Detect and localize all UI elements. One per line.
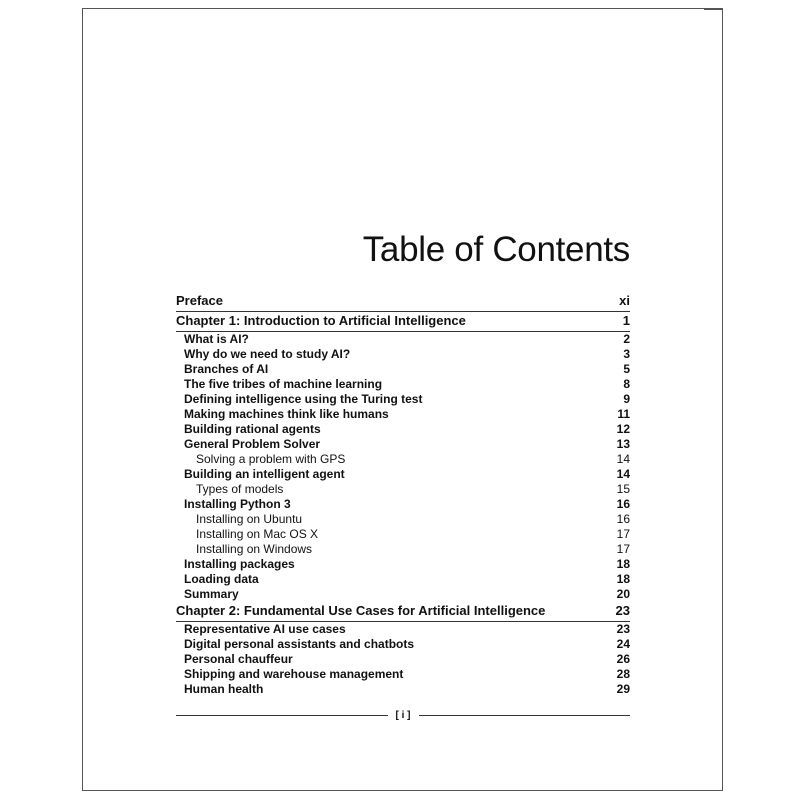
toc-entry[interactable] bbox=[176, 667, 630, 682]
toc-entry[interactable] bbox=[176, 452, 630, 467]
toc-entry[interactable] bbox=[176, 292, 630, 312]
toc-entry[interactable] bbox=[176, 602, 630, 622]
toc-entry-title: Why do we need to study AI? bbox=[184, 347, 351, 361]
toc-entry-title: Installing packages bbox=[184, 557, 295, 571]
toc-entry-title: Summary bbox=[184, 587, 239, 601]
toc-entry[interactable] bbox=[176, 682, 630, 697]
toc-entry-page: 18 bbox=[616, 572, 630, 586]
toc-entry-page: 17 bbox=[616, 542, 630, 556]
toc-entry[interactable] bbox=[176, 542, 630, 557]
footer-rule-right bbox=[419, 715, 631, 716]
toc-entry-page: 26 bbox=[616, 652, 630, 666]
toc-entry[interactable] bbox=[176, 362, 630, 377]
toc-entry-title: Installing on Mac OS X bbox=[196, 527, 319, 541]
toc-entry-title: Digital personal assistants and chatbots bbox=[184, 637, 415, 651]
toc-entry-page: 14 bbox=[616, 467, 630, 481]
toc-entry-title: Chapter 2: Fundamental Use Cases for Artificial Intelligence bbox=[176, 603, 546, 618]
toc-entry-page: 16 bbox=[616, 497, 630, 511]
toc-entry[interactable] bbox=[176, 407, 630, 422]
page-corner-mark bbox=[704, 8, 722, 10]
toc-entry-page: 23 bbox=[616, 622, 630, 636]
toc-entry-title: Chapter 1: Introduction to Artificial Intelligence bbox=[176, 313, 466, 328]
toc-entry[interactable] bbox=[176, 467, 630, 482]
toc-entry[interactable] bbox=[176, 377, 630, 392]
toc-entry[interactable] bbox=[176, 347, 630, 362]
toc-entry-page: 2 bbox=[623, 332, 630, 346]
page-footer bbox=[176, 707, 630, 723]
toc-entry-title: Types of models bbox=[196, 482, 284, 496]
toc-entry[interactable] bbox=[176, 587, 630, 602]
toc-entry-title: Building rational agents bbox=[184, 422, 321, 436]
toc-entry-page: 17 bbox=[616, 527, 630, 541]
toc-entry[interactable] bbox=[176, 557, 630, 572]
toc-entry[interactable] bbox=[176, 392, 630, 407]
toc-entry-page: 18 bbox=[616, 557, 630, 571]
toc-entry[interactable] bbox=[176, 422, 630, 437]
toc-entry-title: Branches of AI bbox=[184, 362, 269, 376]
toc-entry[interactable] bbox=[176, 622, 630, 637]
toc-entry[interactable] bbox=[176, 637, 630, 652]
toc-entry-page: 24 bbox=[616, 637, 630, 651]
toc-entry-title: Personal chauffeur bbox=[184, 652, 293, 666]
toc-entry[interactable] bbox=[176, 437, 630, 452]
toc-entry[interactable] bbox=[176, 572, 630, 587]
page-title: Table of Contents bbox=[362, 230, 630, 269]
toc-entry-page: 23 bbox=[615, 603, 630, 618]
toc-entry-page: 3 bbox=[623, 347, 630, 361]
toc-entry-page: 15 bbox=[616, 482, 630, 496]
toc-entry-page: 5 bbox=[623, 362, 630, 376]
table-of-contents bbox=[176, 292, 630, 697]
toc-entry-page: 28 bbox=[616, 667, 630, 681]
toc-entry-title: Solving a problem with GPS bbox=[196, 452, 346, 466]
toc-entry-page: 8 bbox=[623, 377, 630, 391]
toc-entry-title: The five tribes of machine learning bbox=[184, 377, 383, 391]
toc-entry[interactable] bbox=[176, 482, 630, 497]
toc-entry-title: Installing on Windows bbox=[196, 542, 313, 556]
toc-entry-title: General Problem Solver bbox=[184, 437, 321, 451]
toc-entry-page: 11 bbox=[617, 407, 630, 421]
toc-entry-title: Installing on Ubuntu bbox=[196, 512, 303, 526]
toc-entry[interactable] bbox=[176, 652, 630, 667]
toc-entry-title: Loading data bbox=[184, 572, 259, 586]
toc-entry-page: 29 bbox=[616, 682, 630, 696]
footer-page-number: [ i ] bbox=[395, 709, 411, 721]
toc-entry-page: 12 bbox=[616, 422, 630, 436]
toc-entry-page: xi bbox=[619, 293, 630, 308]
toc-entry-title: Shipping and warehouse management bbox=[184, 667, 404, 681]
toc-entry[interactable] bbox=[176, 512, 630, 527]
toc-entry-title: Preface bbox=[176, 293, 223, 308]
toc-entry-title: Human health bbox=[184, 682, 264, 696]
toc-entry[interactable] bbox=[176, 332, 630, 347]
toc-entry-page: 14 bbox=[616, 452, 630, 466]
toc-entry-title: Defining intelligence using the Turing test bbox=[184, 392, 423, 406]
footer-rule-left bbox=[176, 715, 388, 716]
toc-entry-page: 20 bbox=[616, 587, 630, 601]
toc-entry[interactable] bbox=[176, 527, 630, 542]
toc-entry-title: Making machines think like humans bbox=[184, 407, 389, 421]
toc-entry-title: What is AI? bbox=[184, 332, 249, 346]
toc-entry-title: Representative AI use cases bbox=[184, 622, 346, 636]
toc-entry[interactable] bbox=[176, 312, 630, 332]
toc-entry-page: 1 bbox=[622, 313, 630, 328]
toc-entry[interactable] bbox=[176, 497, 630, 512]
toc-entry-page: 16 bbox=[616, 512, 630, 526]
toc-entry-title: Building an intelligent agent bbox=[184, 467, 345, 481]
toc-entry-page: 9 bbox=[623, 392, 630, 406]
toc-entry-page: 13 bbox=[616, 437, 630, 451]
toc-entry-title: Installing Python 3 bbox=[184, 497, 291, 511]
